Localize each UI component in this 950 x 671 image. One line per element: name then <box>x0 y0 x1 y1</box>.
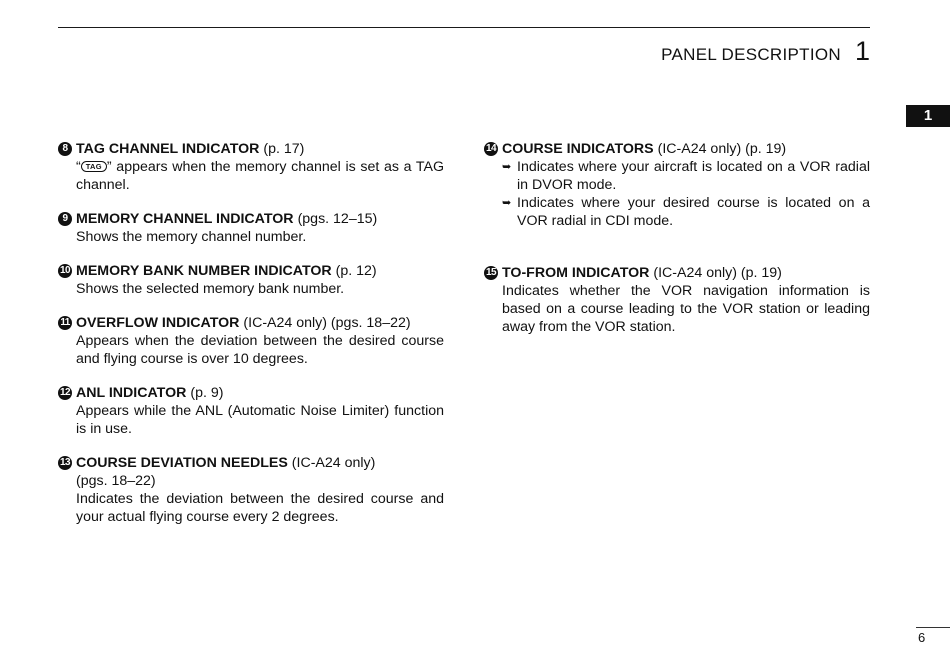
item-page-ref: (p. 12) <box>335 263 377 279</box>
item-name: COURSE INDICATORS <box>502 141 654 157</box>
item-overflow-indicator <box>58 314 444 368</box>
section-title: PANEL DESCRIPTION <box>661 45 841 64</box>
item-page-ref: (IC-A24 only) (p. 19) <box>653 265 782 281</box>
item-title <box>484 264 870 282</box>
item-number-badge: 8 <box>58 142 72 156</box>
item-number-badge: 11 <box>58 316 72 330</box>
item-course-deviation-needles <box>58 454 444 526</box>
item-to-from-indicator <box>484 264 870 336</box>
item-name: TAG CHANNEL INDICATOR <box>76 141 260 157</box>
arrow-bullet-icon: ➥ <box>502 197 512 209</box>
item-title <box>58 454 444 472</box>
item-number-badge: 10 <box>58 264 72 278</box>
item-name: MEMORY BANK NUMBER INDICATOR <box>76 263 332 279</box>
item-page-ref: (p. 17) <box>263 141 305 157</box>
item-description: Appears while the ANL (Automatic Noise Limiter) function is in use. <box>76 403 444 437</box>
tag-icon: TAG <box>81 161 107 172</box>
item-title <box>58 262 444 280</box>
page-number: 6 <box>918 630 926 645</box>
bullet-text: Indicates where your desired course is located on a VOR radial in CDI mode. <box>517 195 870 229</box>
item-name: MEMORY CHANNEL INDICATOR <box>76 211 294 227</box>
item-page-ref: (pgs. 12–15) <box>297 211 378 227</box>
bullet-item <box>484 194 870 230</box>
item-number-badge: 13 <box>58 456 72 470</box>
item-page-ref: (IC-A24 only) (pgs. 18–22) <box>243 315 411 331</box>
item-description-text: ” appears when the memory channel is set as a TAG channel. <box>76 159 444 193</box>
item-number-badge: 14 <box>484 142 498 156</box>
bullet-text: Indicates where your aircraft is located on a VOR radial in DVOR mode. <box>517 159 870 193</box>
page-header <box>661 36 870 67</box>
top-rule <box>58 27 870 28</box>
item-number-badge: 9 <box>58 212 72 226</box>
item-memory-bank-number-indicator <box>58 262 444 298</box>
arrow-bullet-icon: ➥ <box>502 161 512 173</box>
item-memory-channel-indicator <box>58 210 444 246</box>
item-page-ref-continued: (pgs. 18–22) <box>76 473 156 489</box>
item-tag-channel-indicator <box>58 140 444 194</box>
item-title <box>58 314 444 332</box>
item-description: Shows the memory channel number. <box>76 229 307 245</box>
item-description <box>58 158 444 194</box>
item-course-indicators <box>484 140 870 230</box>
bullet-item <box>484 158 870 194</box>
item-number-badge: 15 <box>484 266 498 280</box>
item-name: TO-FROM INDICATOR <box>502 265 650 281</box>
item-anl-indicator <box>58 384 444 438</box>
item-description: Appears when the deviation between the desired course and flying course is over 10 degrees. <box>76 333 444 367</box>
item-title <box>58 140 444 158</box>
item-name: OVERFLOW INDICATOR <box>76 315 240 331</box>
item-page-ref: (IC-A24 only) (p. 19) <box>657 141 787 157</box>
item-page-ref: (IC-A24 only) <box>291 455 376 471</box>
chapter-number: 1 <box>854 36 870 66</box>
item-name: ANL INDICATOR <box>76 385 187 401</box>
item-page-ref: (p. 9) <box>190 385 224 401</box>
item-name: COURSE DEVIATION NEEDLES <box>76 455 288 471</box>
left-column <box>58 140 444 542</box>
item-title <box>58 384 444 402</box>
item-description: Indicates the deviation between the desired course and your actual flying course every 2 degrees. <box>76 491 444 525</box>
item-description: Indicates whether the VOR navigation information is based on a course leading to the VOR station or leading away from the VOR station. <box>502 283 870 335</box>
item-title <box>484 140 870 158</box>
page-number-rule <box>916 627 950 628</box>
open-quote: “ <box>76 159 81 175</box>
item-title <box>58 210 444 228</box>
right-column <box>484 140 870 352</box>
item-description: Shows the selected memory bank number. <box>76 281 345 297</box>
chapter-tab: 1 <box>906 105 950 127</box>
item-number-badge: 12 <box>58 386 72 400</box>
